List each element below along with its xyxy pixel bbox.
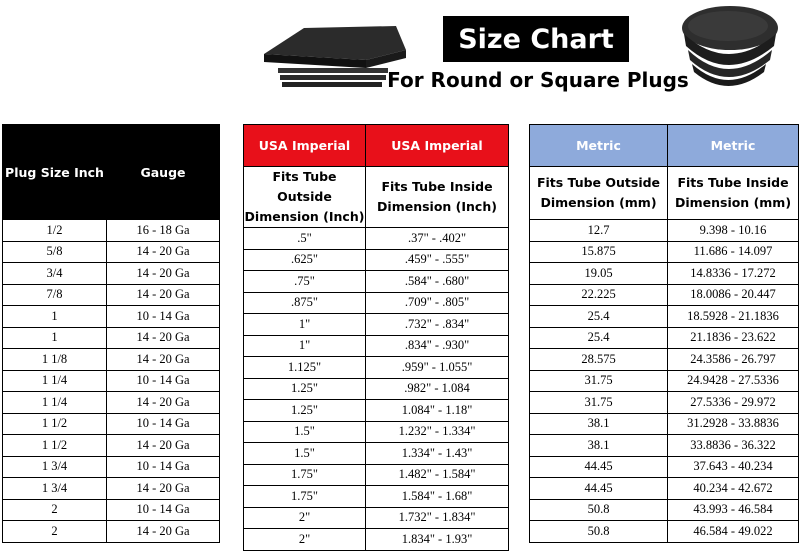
gauge-cell: 14 - 20 Ga (107, 349, 220, 371)
plug-size-cell: 1 (3, 306, 107, 328)
plug-size-cell: 1/2 (3, 220, 107, 242)
inside-mm-cell: 43.993 - 46.584 (668, 499, 799, 521)
column-header-gauge: Gauge (107, 125, 220, 220)
outside-mm-cell: 22.225 (530, 284, 668, 306)
group-header-metric: Metric (668, 125, 799, 167)
plug-size-cell: 1 1/4 (3, 370, 107, 392)
table-row (530, 478, 799, 500)
gauge-cell: 10 - 14 Ga (107, 370, 220, 392)
inside-inch-cell: 1.584" - 1.68" (366, 486, 509, 508)
gauge-cell: 14 - 20 Ga (107, 521, 220, 543)
outside-inch-cell: 1.75" (244, 486, 366, 508)
outside-mm-cell: 31.75 (530, 370, 668, 392)
table-row (244, 464, 509, 486)
plug-size-cell: 1 (3, 327, 107, 349)
table-row (244, 335, 509, 357)
table-row (3, 220, 220, 242)
inside-mm-cell: 33.8836 - 36.322 (668, 435, 799, 457)
inside-inch-cell: 1.834" - 1.93" (366, 529, 509, 551)
table-row (244, 228, 509, 250)
table-row (244, 271, 509, 293)
table-row (244, 443, 509, 465)
outside-mm-cell: 44.45 (530, 478, 668, 500)
inside-inch-cell: 1.334" - 1.43" (366, 443, 509, 465)
outside-inch-cell: 1" (244, 314, 366, 336)
outside-mm-cell: 31.75 (530, 392, 668, 414)
outside-mm-cell: 28.575 (530, 349, 668, 371)
outside-mm-cell: 25.4 (530, 306, 668, 328)
plug-size-cell: 2 (3, 499, 107, 521)
outside-inch-cell: .875" (244, 292, 366, 314)
gauge-cell: 16 - 18 Ga (107, 220, 220, 242)
gauge-cell: 14 - 20 Ga (107, 392, 220, 414)
inside-mm-cell: 24.3586 - 26.797 (668, 349, 799, 371)
table-row (244, 507, 509, 529)
table-row (530, 220, 799, 242)
gauge-cell: 14 - 20 Ga (107, 435, 220, 457)
inside-mm-cell: 46.584 - 49.022 (668, 521, 799, 543)
inside-inch-cell: 1.232" - 1.334" (366, 421, 509, 443)
table-row (244, 529, 509, 551)
inside-inch-cell: .982" - 1.084 (366, 378, 509, 400)
table-row (244, 249, 509, 271)
table-row (530, 435, 799, 457)
inside-inch-cell: 1.482" - 1.584" (366, 464, 509, 486)
outside-inch-cell: 1.5" (244, 443, 366, 465)
imperial-table (243, 124, 509, 551)
column-header-outside-inch: Fits Tube Outside Dimension (Inch) (244, 167, 366, 228)
outside-inch-cell: .75" (244, 271, 366, 293)
outside-inch-cell: 1.5" (244, 421, 366, 443)
table-row (530, 499, 799, 521)
plug-size-cell: 1 3/4 (3, 478, 107, 500)
inside-mm-cell: 18.0086 - 20.447 (668, 284, 799, 306)
plug-size-cell: 5/8 (3, 241, 107, 263)
inside-inch-cell: .584" - .680" (366, 271, 509, 293)
gauge-cell: 14 - 20 Ga (107, 241, 220, 263)
table-row (530, 263, 799, 285)
plug-size-cell: 7/8 (3, 284, 107, 306)
table-row (3, 456, 220, 478)
table-row (530, 413, 799, 435)
gauge-cell: 10 - 14 Ga (107, 456, 220, 478)
metric-table (529, 124, 799, 543)
inside-inch-cell: .959" - 1.055" (366, 357, 509, 379)
inside-inch-cell: 1.732" - 1.834" (366, 507, 509, 529)
outside-inch-cell: 1.125" (244, 357, 366, 379)
inside-mm-cell: 27.5336 - 29.972 (668, 392, 799, 414)
inside-inch-cell: .709" - .805" (366, 292, 509, 314)
group-header-imperial: USA Imperial (244, 125, 366, 167)
table-row (3, 392, 220, 414)
inside-mm-cell: 40.234 - 42.672 (668, 478, 799, 500)
gauge-cell: 14 - 20 Ga (107, 263, 220, 285)
table-row (244, 486, 509, 508)
column-header-inside-mm: Fits Tube Inside Dimension (mm) (668, 167, 799, 220)
outside-inch-cell: 1" (244, 335, 366, 357)
column-header-outside-mm: Fits Tube Outside Dimension (mm) (530, 167, 668, 220)
outside-inch-cell: .625" (244, 249, 366, 271)
inside-inch-cell: 1.084" - 1.18" (366, 400, 509, 422)
page-title: Size Chart (443, 16, 629, 62)
table-row (244, 421, 509, 443)
plug-size-cell: 1 1/2 (3, 435, 107, 457)
inside-inch-cell: .834" - .930" (366, 335, 509, 357)
plug-size-cell: 1 1/4 (3, 392, 107, 414)
plug-size-table (2, 124, 220, 543)
outside-inch-cell: 2" (244, 507, 366, 529)
plug-size-cell: 1 3/4 (3, 456, 107, 478)
gauge-cell: 14 - 20 Ga (107, 327, 220, 349)
outside-mm-cell: 25.4 (530, 327, 668, 349)
table-row (3, 478, 220, 500)
inside-mm-cell: 9.398 - 10.16 (668, 220, 799, 242)
table-row (530, 284, 799, 306)
outside-inch-cell: 1.25" (244, 378, 366, 400)
table-row (530, 241, 799, 263)
table-row (530, 456, 799, 478)
table-row (3, 241, 220, 263)
outside-inch-cell: 1.25" (244, 400, 366, 422)
group-header-metric: Metric (530, 125, 668, 167)
outside-mm-cell: 19.05 (530, 263, 668, 285)
table-row (244, 400, 509, 422)
inside-inch-cell: .732" - .834" (366, 314, 509, 336)
table-row (244, 292, 509, 314)
plug-size-cell: 1 1/8 (3, 349, 107, 371)
outside-mm-cell: 38.1 (530, 435, 668, 457)
table-row (3, 370, 220, 392)
outside-mm-cell: 15.875 (530, 241, 668, 263)
plug-size-cell: 1 1/2 (3, 413, 107, 435)
table-row (3, 284, 220, 306)
outside-mm-cell: 38.1 (530, 413, 668, 435)
table-row (244, 357, 509, 379)
gauge-cell: 10 - 14 Ga (107, 306, 220, 328)
inside-mm-cell: 31.2928 - 33.8836 (668, 413, 799, 435)
table-row (3, 435, 220, 457)
table-row (530, 370, 799, 392)
gauge-cell: 14 - 20 Ga (107, 284, 220, 306)
gauge-cell: 14 - 20 Ga (107, 478, 220, 500)
inside-mm-cell: 37.643 - 40.234 (668, 456, 799, 478)
table-row (3, 349, 220, 371)
outside-inch-cell: 2" (244, 529, 366, 551)
column-header-plug-size: Plug Size Inch (3, 125, 107, 220)
inside-mm-cell: 21.1836 - 23.622 (668, 327, 799, 349)
table-row (3, 263, 220, 285)
gauge-cell: 10 - 14 Ga (107, 413, 220, 435)
table-row (530, 392, 799, 414)
inside-mm-cell: 18.5928 - 21.1836 (668, 306, 799, 328)
table-row (3, 306, 220, 328)
table-row (3, 413, 220, 435)
inside-mm-cell: 11.686 - 14.097 (668, 241, 799, 263)
table-row (3, 521, 220, 543)
outside-inch-cell: 1.75" (244, 464, 366, 486)
outside-mm-cell: 50.8 (530, 499, 668, 521)
inside-mm-cell: 14.8336 - 17.272 (668, 263, 799, 285)
outside-mm-cell: 50.8 (530, 521, 668, 543)
outside-inch-cell: .5" (244, 228, 366, 250)
table-row (3, 327, 220, 349)
inside-inch-cell: .37" - .402" (366, 228, 509, 250)
plug-size-cell: 2 (3, 521, 107, 543)
table-row (244, 314, 509, 336)
table-row (244, 378, 509, 400)
page-subtitle: For Round or Square Plugs (387, 68, 689, 92)
table-row (530, 306, 799, 328)
inside-mm-cell: 24.9428 - 27.5336 (668, 370, 799, 392)
table-row (3, 499, 220, 521)
group-header-imperial: USA Imperial (366, 125, 509, 167)
plug-size-cell: 3/4 (3, 263, 107, 285)
outside-mm-cell: 12.7 (530, 220, 668, 242)
table-row (530, 327, 799, 349)
table-row (530, 349, 799, 371)
gauge-cell: 10 - 14 Ga (107, 499, 220, 521)
column-header-inside-inch: Fits Tube Inside Dimension (Inch) (366, 167, 509, 228)
inside-inch-cell: .459" - .555" (366, 249, 509, 271)
table-row (530, 521, 799, 543)
outside-mm-cell: 44.45 (530, 456, 668, 478)
